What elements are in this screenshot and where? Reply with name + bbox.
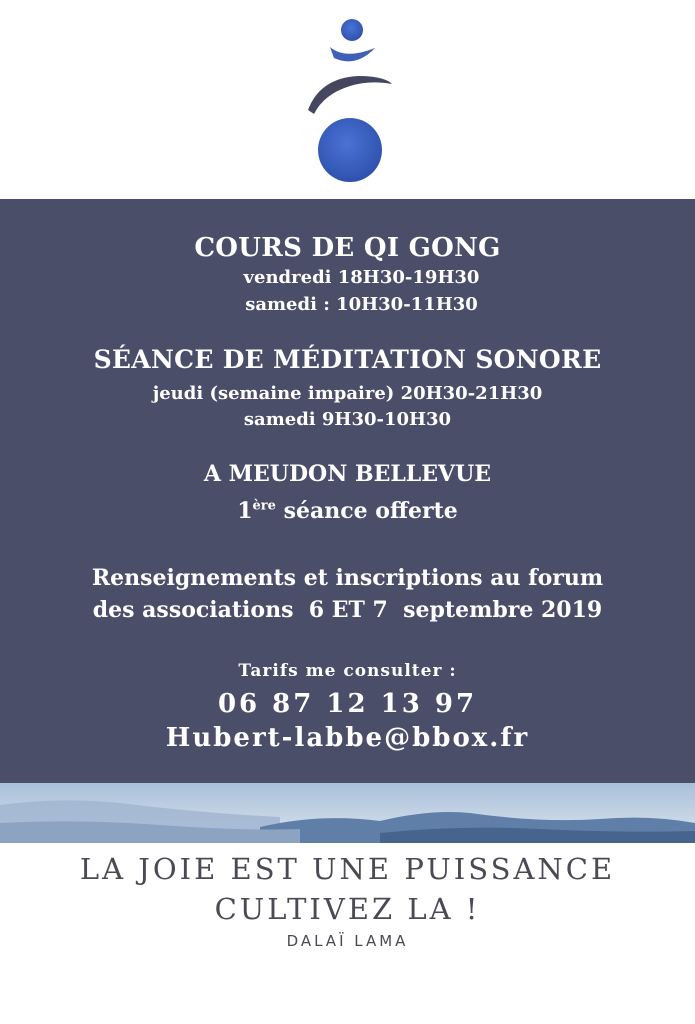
- info-panel: [0, 199, 695, 783]
- mountain-landscape-image: [0, 783, 695, 843]
- qigong-slot-saturday: samedi : 10H30-11H30: [245, 294, 478, 315]
- meditating-figure-logo-icon: [300, 14, 400, 184]
- email-address: Hubert-labbe@bbox.fr: [165, 723, 530, 753]
- quote-line-1: LA JOIE EST UNE PUISSANCE: [79, 852, 616, 886]
- qigong-slot-friday: vendredi 18H30-19H30: [243, 267, 480, 288]
- meditation-slot-thursday: jeudi (semaine impaire) 20H30-21H30: [152, 383, 543, 404]
- qigong-title: COURS DE QI GONG: [194, 233, 501, 263]
- quote-author: DALAÏ LAMA: [286, 932, 409, 950]
- first-session-offer: 1ère séance offerte: [237, 498, 458, 524]
- meditation-slot-saturday: samedi 9H30-10H30: [243, 409, 452, 430]
- phone-number: 06 87 12 13 97: [217, 689, 478, 719]
- location-text: A MEUDON BELLEVUE: [203, 461, 492, 487]
- info-line-2: des associations 6 ET 7 septembre 2019: [92, 597, 603, 623]
- info-line-1: Renseignements et inscriptions au forum: [91, 565, 604, 591]
- meditation-title: SÉANCE DE MÉDITATION SONORE: [93, 345, 602, 374]
- tarif-text: Tarifs me consulter :: [238, 661, 457, 681]
- quote-line-2: CULTIVEZ LA !: [214, 892, 481, 926]
